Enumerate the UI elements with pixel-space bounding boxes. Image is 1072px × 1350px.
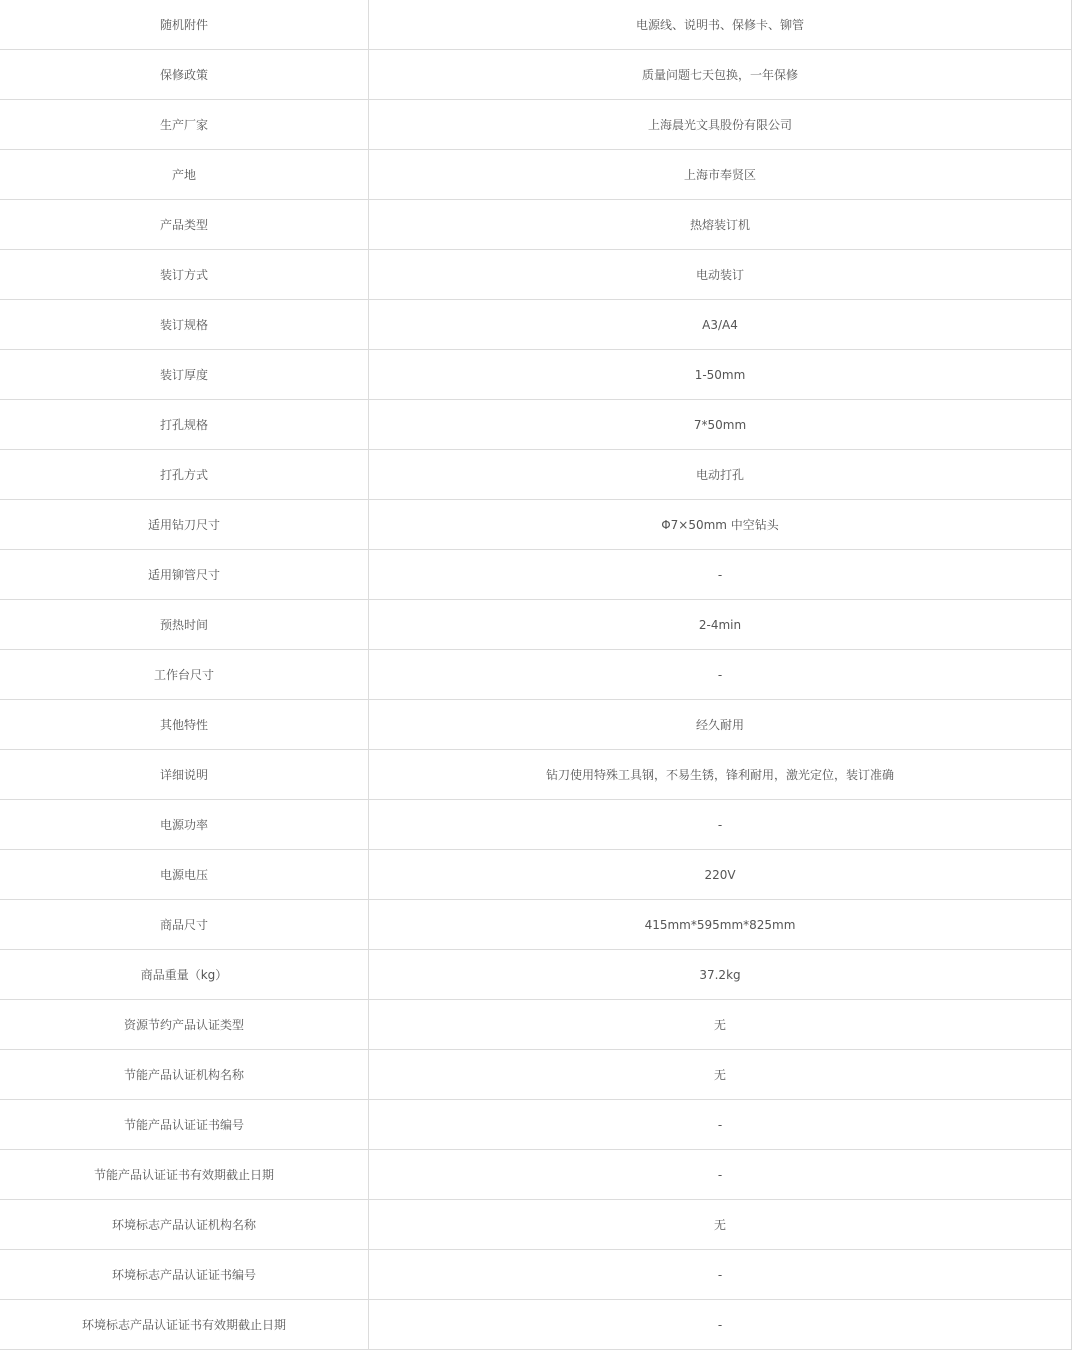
spec-label: 节能产品认证证书编号 xyxy=(0,1100,369,1149)
spec-value: 电源线、说明书、保修卡、铆管 xyxy=(635,18,804,32)
spec-value: 上海晨光文具股份有限公司 xyxy=(647,118,792,132)
table-row xyxy=(0,150,1071,200)
table-row xyxy=(0,900,1071,950)
table-row xyxy=(0,1050,1071,1100)
spec-value: - xyxy=(717,667,723,682)
spec-label: 详细说明 xyxy=(0,750,369,799)
table-row xyxy=(0,600,1071,650)
table-row xyxy=(0,100,1071,150)
spec-value: 热熔装订机 xyxy=(689,218,750,232)
table-row xyxy=(0,400,1071,450)
spec-value: 上海市奉贤区 xyxy=(683,168,756,182)
spec-label: 电源电压 xyxy=(0,850,369,899)
spec-label: 环境标志产品认证证书编号 xyxy=(0,1250,369,1299)
spec-label: 环境标志产品认证证书有效期截止日期 xyxy=(0,1300,369,1349)
spec-value: 无 xyxy=(713,1018,726,1032)
spec-label: 装订厚度 xyxy=(0,350,369,399)
table-row xyxy=(0,750,1071,800)
spec-label: 其他特性 xyxy=(0,700,369,749)
spec-value: 无 xyxy=(713,1218,726,1232)
spec-label: 装订规格 xyxy=(0,300,369,349)
spec-label: 生产厂家 xyxy=(0,100,369,149)
spec-label: 环境标志产品认证机构名称 xyxy=(0,1200,369,1249)
spec-value: 电动打孔 xyxy=(695,468,744,482)
spec-label: 工作台尺寸 xyxy=(0,650,369,699)
table-row xyxy=(0,950,1071,1000)
spec-label: 电源功率 xyxy=(0,800,369,849)
spec-value: 质量问题七天包换，一年保修 xyxy=(641,68,798,82)
spec-label: 商品重量（kg） xyxy=(0,950,369,999)
spec-label: 适用铆管尺寸 xyxy=(0,550,369,599)
spec-label: 节能产品认证机构名称 xyxy=(0,1050,369,1099)
spec-value: - xyxy=(717,1267,723,1282)
table-row xyxy=(0,550,1071,600)
table-row xyxy=(0,50,1071,100)
table-row xyxy=(0,850,1071,900)
spec-label: 产地 xyxy=(0,150,369,199)
spec-value: Φ7×50mm 中空钻头 xyxy=(661,518,779,532)
table-row xyxy=(0,450,1071,500)
spec-value: A3/A4 xyxy=(702,317,738,332)
spec-value: 7*50mm xyxy=(693,417,747,432)
spec-label: 产品类型 xyxy=(0,200,369,249)
spec-value: 415mm*595mm*825mm xyxy=(644,917,796,932)
spec-value: 钻刀使用特殊工具钢，不易生锈，锋利耐用，激光定位，装订准确 xyxy=(545,768,894,782)
table-row xyxy=(0,1100,1071,1150)
spec-value: 无 xyxy=(713,1068,726,1082)
spec-label: 打孔方式 xyxy=(0,450,369,499)
table-row xyxy=(0,800,1071,850)
spec-value: 37.2kg xyxy=(699,967,741,982)
table-row xyxy=(0,200,1071,250)
table-row xyxy=(0,0,1071,50)
spec-label: 预热时间 xyxy=(0,600,369,649)
spec-label: 打孔规格 xyxy=(0,400,369,449)
table-row xyxy=(0,650,1071,700)
table-row xyxy=(0,500,1071,550)
table-row xyxy=(0,1150,1071,1200)
spec-value: - xyxy=(717,567,723,582)
table-row xyxy=(0,1000,1071,1050)
table-row xyxy=(0,300,1071,350)
spec-label: 商品尺寸 xyxy=(0,900,369,949)
spec-label: 节能产品认证证书有效期截止日期 xyxy=(0,1150,369,1199)
table-row xyxy=(0,1200,1071,1250)
spec-value: 220V xyxy=(704,867,736,882)
spec-value: - xyxy=(717,1317,723,1332)
spec-label: 装订方式 xyxy=(0,250,369,299)
spec-value: 2-4min xyxy=(698,617,742,632)
table-row xyxy=(0,350,1071,400)
spec-value: 1-50mm xyxy=(694,367,746,382)
table-row xyxy=(0,250,1071,300)
spec-value: - xyxy=(717,1117,723,1132)
spec-label: 保修政策 xyxy=(0,50,369,99)
spec-label: 资源节约产品认证类型 xyxy=(0,1000,369,1049)
table-row xyxy=(0,1300,1071,1350)
table-row xyxy=(0,1250,1071,1300)
table-row xyxy=(0,700,1071,750)
spec-value: - xyxy=(717,817,723,832)
spec-label: 适用钻刀尺寸 xyxy=(0,500,369,549)
spec-value: 经久耐用 xyxy=(695,718,744,732)
spec-value: 电动装订 xyxy=(695,268,744,282)
spec-value: - xyxy=(717,1167,723,1182)
spec-label: 随机附件 xyxy=(0,0,369,49)
